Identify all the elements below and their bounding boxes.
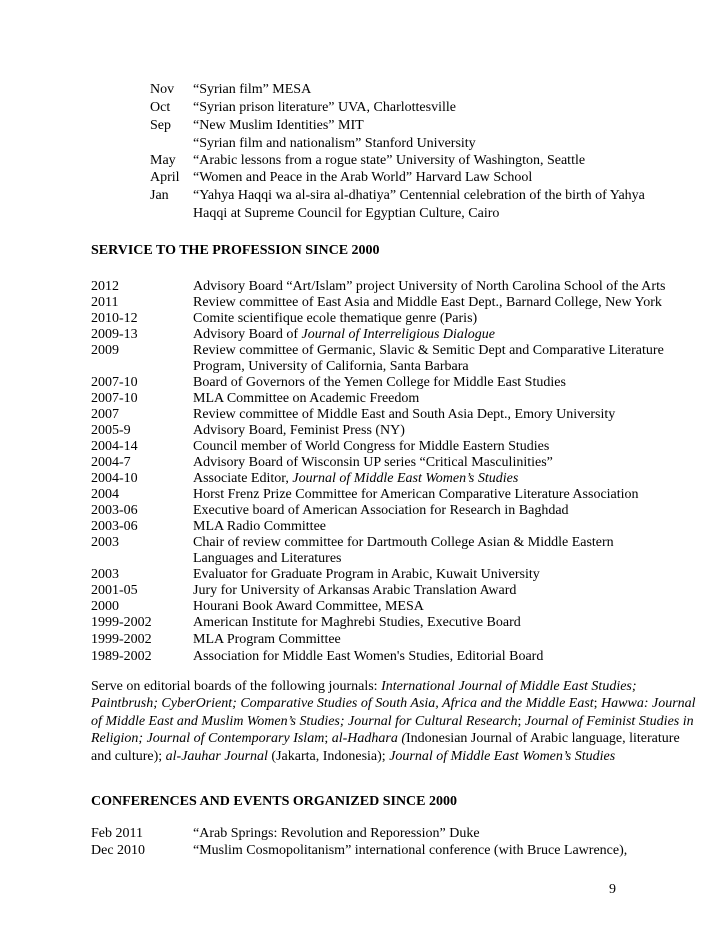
talk-text: “Syrian film” MESA [193,82,312,97]
talk-text: “New Muslim Identities” MIT [193,118,364,133]
separator: ; [324,731,332,747]
conference-date: Dec 2010 [91,843,146,858]
journal-title: Journal of Middle East Women’s Studies [389,748,616,764]
service-text: MLA Program Committee [193,632,341,647]
conference-text: “Arab Springs: Revolution and Reporession” Duke [193,826,480,841]
service-year: 2003 [91,535,119,550]
service-text: Comite scientifique ecole thematique genre (Paris) [193,311,478,326]
service-text: Board of Governors of the Yemen College for Middle East Studies [193,375,566,390]
service-text: Advisory Board of Wisconsin UP series “Critical Masculinities” [193,455,553,470]
service-text: Review committee of Germanic, Slavic & Semitic Dept and Comparative Literature [193,343,664,358]
service-year: 2012 [91,279,119,294]
service-text: Association for Middle East Women's Studies, Editorial Board [193,649,544,664]
talk-month: Nov [150,82,175,97]
service-text: Advisory Board, Feminist Press (NY) [193,423,405,438]
service-year: 2007-10 [91,375,138,390]
service-text: Executive board of American Association for Research in Baghdad [193,503,569,518]
service-year: 2004 [91,487,119,502]
journal-title: al-Hadhara ( [331,731,406,747]
service-year: 2004-7 [91,455,131,470]
service-year: 2009-13 [91,327,138,342]
service-text: Evaluator for Graduate Program in Arabic, Kuwait University [193,567,540,582]
journal-title: Journal of Interreligious Dialogue [301,327,496,342]
service-year: 2003 [91,567,119,582]
boards-text: (Jakarta, Indonesia); [267,748,390,764]
service-text: Jury for University of Arkansas Arabic Translation Award [193,583,517,598]
service-year: 2004-14 [91,439,138,454]
service-text: Review committee of Middle East and South Asia Dept., Emory University [193,407,616,422]
talk-text: “Syrian film and nationalism” Stanford University [193,136,476,151]
service-year: 2005-9 [91,423,131,438]
talk-month: Jan [150,188,169,203]
talk-text: “Yahya Haqqi wa al-sira al-dhatiya” Centennial celebration of the birth of Yahya [193,188,645,203]
service-year: 2003-06 [91,519,138,534]
editorial-boards-paragraph [91,678,701,765]
service-text: Languages and Literatures [193,551,342,566]
section-heading-service: SERVICE TO THE PROFESSION SINCE 2000 [91,243,380,258]
service-text: American Institute for Maghrebi Studies, Executive Board [193,615,521,630]
service-year: 2001-05 [91,583,138,598]
service-year: 1999-2002 [91,615,152,630]
service-year: 2003-06 [91,503,138,518]
separator: ; [517,713,525,729]
service-text: Review committee of East Asia and Middle East Dept., Barnard College, New York [193,295,662,310]
service-text: MLA Committee on Academic Freedom [193,391,420,406]
service-text: MLA Radio Committee [193,519,326,534]
service-text [193,471,518,487]
journal-title: Journal of Middle East Women’s Studies [292,471,519,486]
conference-text: “Muslim Cosmopolitanism” international conference (with Bruce Lawrence), [193,843,628,858]
conference-date: Feb 2011 [91,826,143,841]
service-year: 2000 [91,599,119,614]
talk-month: April [150,170,180,185]
journal-title: Journal of Feminist Studies in Religion; Journal of Contemporary Islam [91,713,694,747]
service-text: Chair of review committee for Dartmouth College Asian & Middle Eastern [193,535,614,550]
service-text: Program, University of California, Santa Barbara [193,359,469,374]
talk-month: Sep [150,118,171,133]
service-text-plain: Advisory Board of [193,327,302,342]
talk-text: “Syrian prison literature” UVA, Charlottesville [193,100,456,115]
service-year: 1999-2002 [91,632,152,647]
service-year: 1989-2002 [91,649,152,664]
service-text: Advisory Board “Art/Islam” project University of North Carolina School of the Arts [193,279,666,294]
service-text: Council member of World Congress for Middle Eastern Studies [193,439,550,454]
talk-text: “Arabic lessons from a rogue state” University of Washington, Seattle [193,153,586,168]
service-text: Hourani Book Award Committee, MESA [193,599,424,614]
boards-intro: Serve on editorial boards of the following journals: [91,679,382,694]
service-year: 2007 [91,407,119,422]
boards-text: Indonesian Journal of Arabic language, literature and culture); [91,731,680,764]
service-text-plain: Associate Editor, [193,471,293,486]
talk-text: “Women and Peace in the Arab World” Harvard Law School [193,170,533,185]
journal-title: al-Jauhar Journal [165,748,268,764]
section-heading-conferences: CONFERENCES AND EVENTS ORGANIZED SINCE 2000 [91,794,458,809]
service-year: 2009 [91,343,119,358]
talk-month: Oct [150,100,171,115]
journal-title: International Journal of Middle East Studies; Paintbrush; CyberOrient; Comparative Studies of South Asia, Africa and the Middle East [91,679,637,712]
service-year: 2007-10 [91,391,138,406]
talk-month: May [150,153,176,168]
service-text [193,327,495,343]
journal-title: Hawwa: Journal of Middle East and Muslim Women’s Studies; Journal for Cultural Research [91,696,696,729]
service-year: 2004-10 [91,471,138,486]
service-year: 2011 [91,295,119,310]
separator: ; [593,696,602,712]
talk-text: Haqqi at Supreme Council for Egyptian Culture, Cairo [193,206,500,221]
service-year: 2010-12 [91,311,138,326]
service-text: Horst Frenz Prize Committee for American Comparative Literature Association [193,487,639,502]
page-number: 9 [609,882,616,897]
